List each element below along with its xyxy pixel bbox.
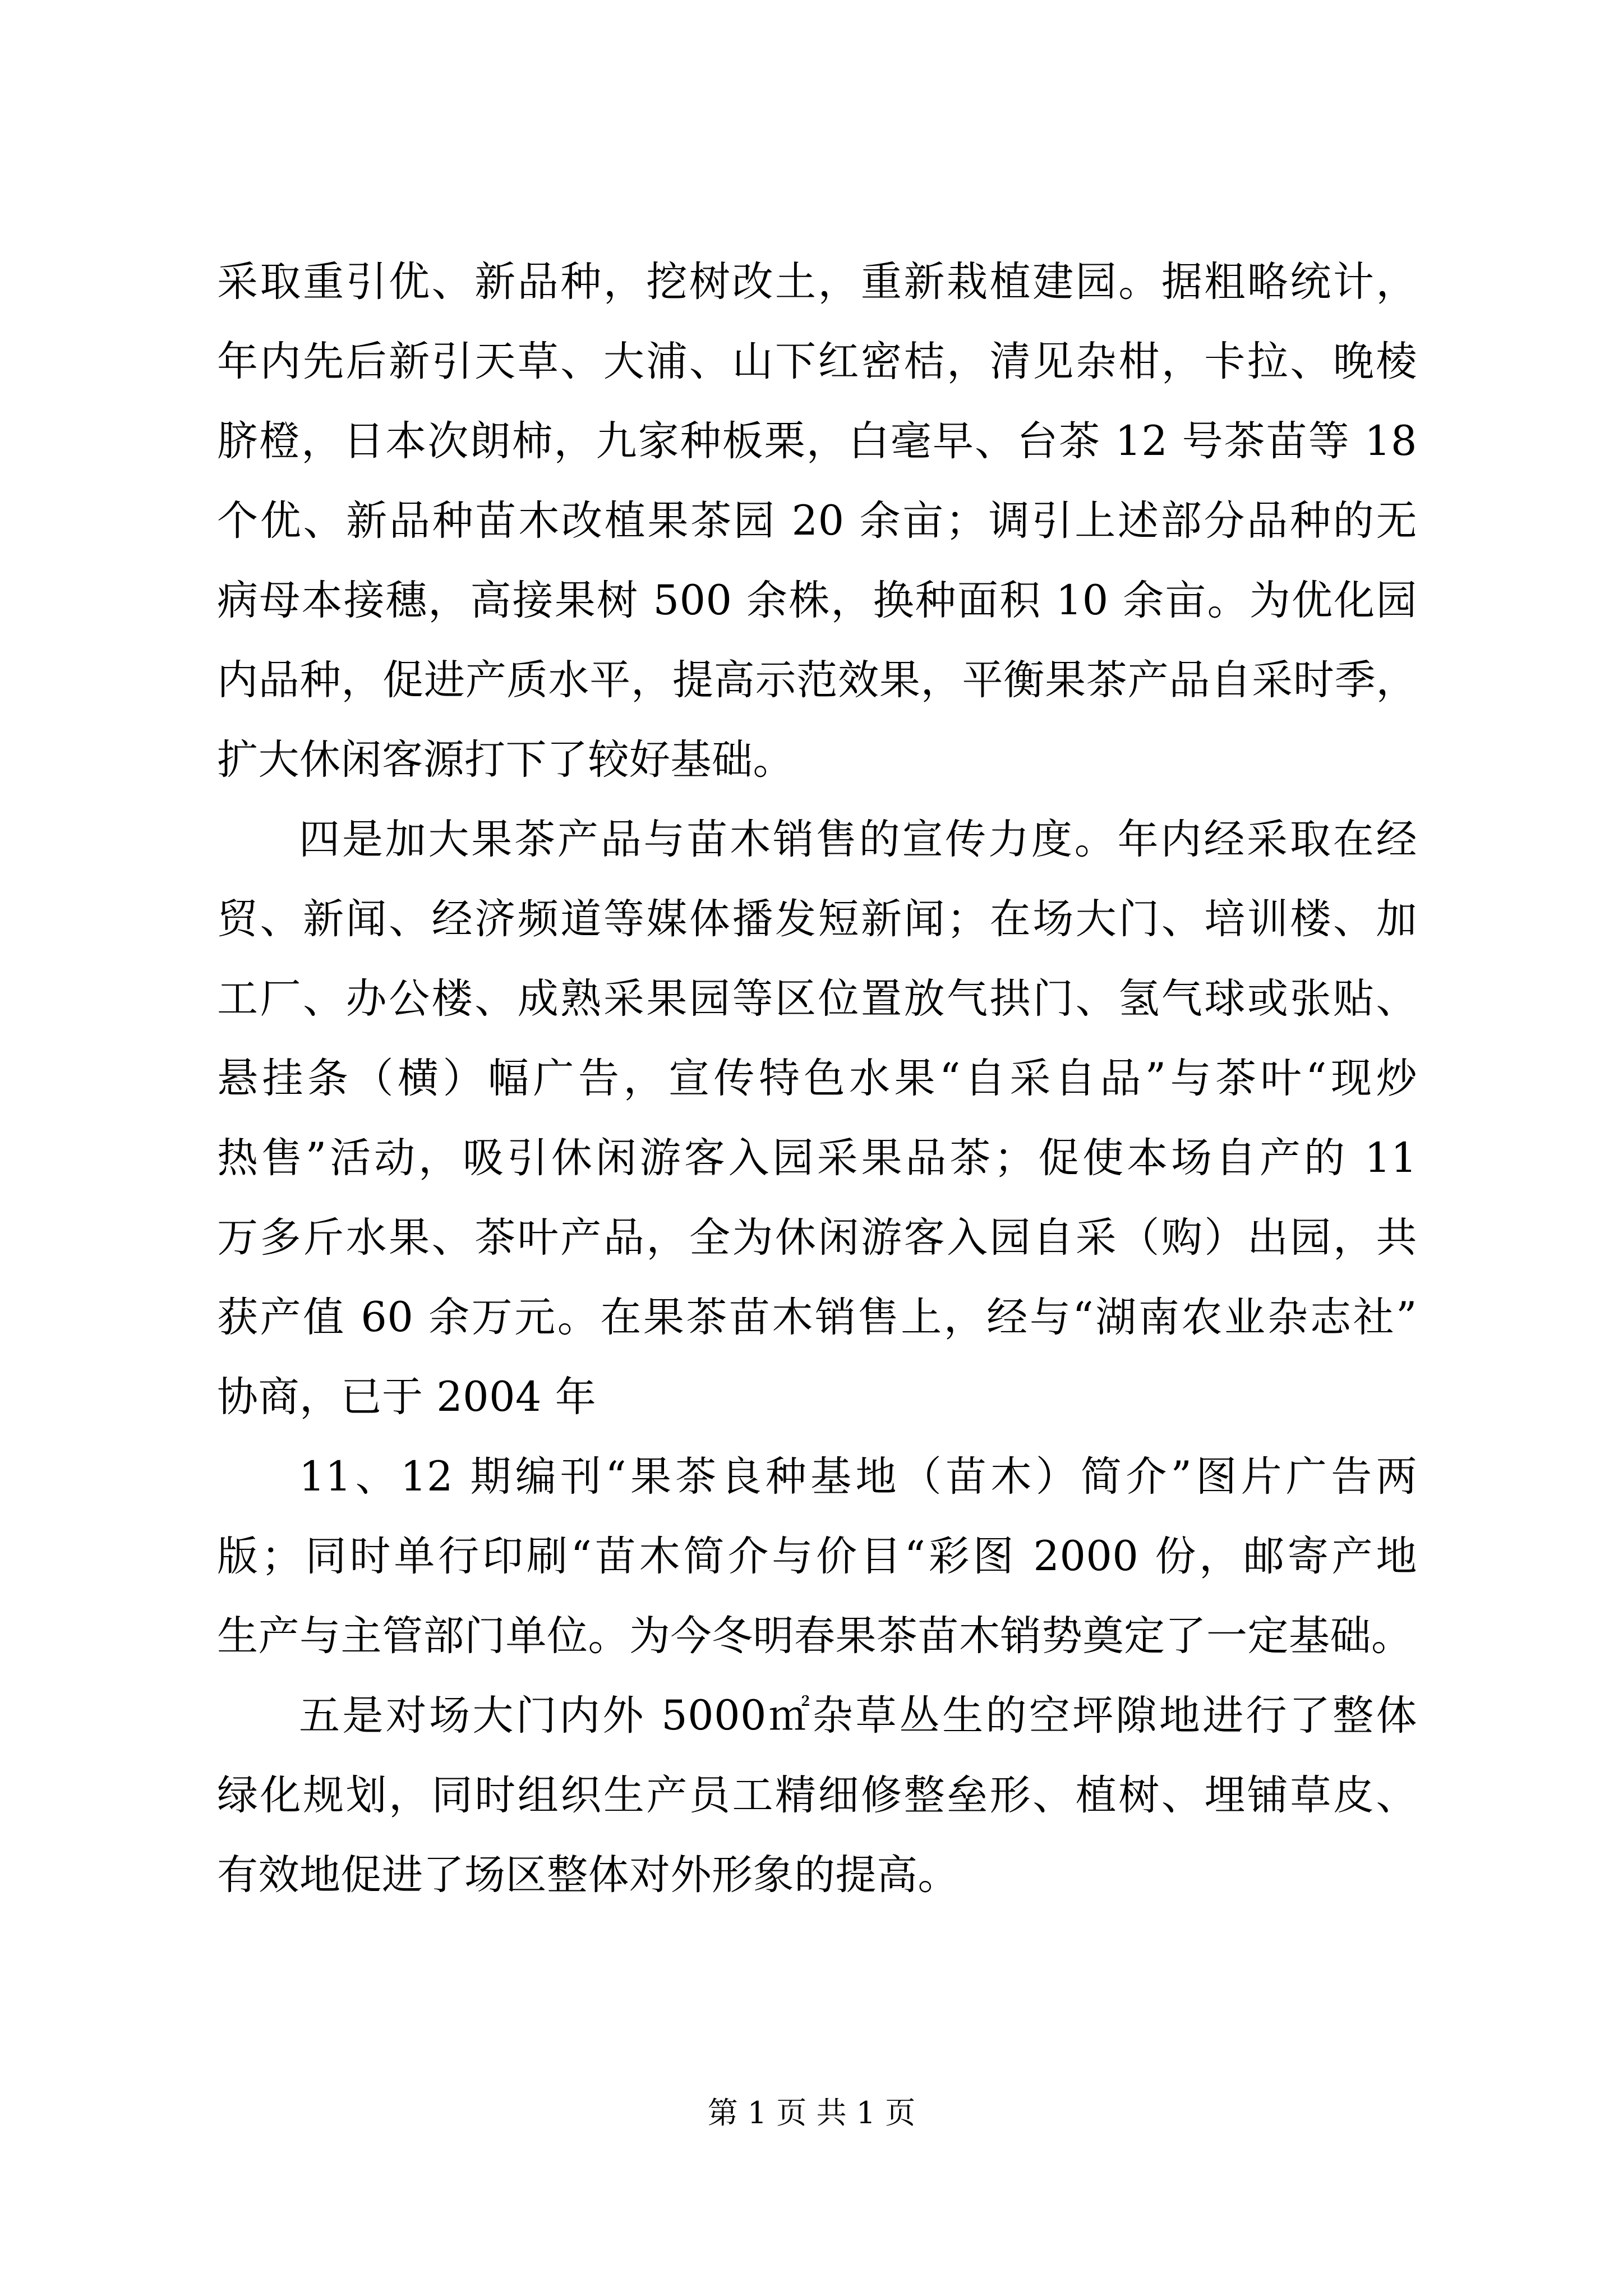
text-line: 四是加大果茶产品与苗木销售的宣传力度。年内经采取在经: [299, 816, 1417, 863]
text-line: 11、12 期编刊“果茶良种基地（苗木）简介”图片广告两: [299, 1453, 1417, 1501]
text-line: 获产值 60 余万元。在果茶苗木销售上，经与“湖南农业杂志社”: [217, 1294, 1417, 1341]
text-line: 个优、新品种苗木改植果茶园 20 余亩；调引上述部分品种的无: [217, 497, 1417, 545]
paragraph: [217, 1437, 1417, 1676]
text-line: 工厂、办公楼、成熟采果园等区位置放气拱门、氢气球或张贴、: [217, 975, 1417, 1023]
text-line: 病母本接穗，高接果树 500 余株，换种面积 10 余亩。为优化园: [217, 577, 1417, 624]
paragraph: [217, 242, 1417, 800]
page-footer: [0, 2093, 1623, 2133]
text-line: 悬挂条（横）幅广告，宣传特色水果“自采自品”与茶叶“现炒: [217, 1055, 1417, 1102]
text-line: 采取重引优、新品种，挖树改土，重新栽植建园。据粗略统计，: [217, 258, 1417, 306]
text-line: 五是对场大门内外 5000㎡杂草丛生的空坪隙地进行了整体: [299, 1692, 1417, 1740]
text-line: 绿化规划，同时组织生产员工精细修整垒形、植树、埋铺草皮、: [217, 1772, 1417, 1819]
paragraph: [217, 1676, 1417, 1915]
document-body: [217, 242, 1417, 1915]
text-line: 扩大休闲客源打下了较好基础。: [217, 736, 794, 784]
page-number-label: 第 1 页 共 1 页: [707, 2095, 916, 2131]
text-line: 贸、新闻、经济频道等媒体播发短新闻；在场大门、培训楼、加: [217, 895, 1417, 943]
text-line: 热售”活动，吸引休闲游客入园采果品茶；促使本场自产的 11: [217, 1134, 1417, 1182]
text-line: 脐橙，日本次朗柿，九家种板栗，白毫早、台茶 12 号茶苗等 18: [217, 417, 1417, 465]
text-line: 协商，已于 2004 年: [217, 1373, 597, 1421]
text-line: 生产与主管部门单位。为今冬明春果茶苗木销势奠定了一定基础。: [217, 1612, 1413, 1660]
paragraph: [217, 800, 1417, 1437]
text-line: 万多斤水果、茶叶产品，全为休闲游客入园自采（购）出园，共: [217, 1214, 1417, 1262]
text-line: 年内先后新引天草、大浦、山下红密桔，清见杂柑，卡拉、晚棱: [217, 338, 1417, 385]
text-line: 有效地促进了场区整体对外形象的提高。: [217, 1851, 959, 1899]
text-line: 版；同时单行印刷“苗木简介与价目“彩图 2000 份，邮寄产地: [217, 1533, 1417, 1580]
text-line: 内品种，促进产质水平，提高示范效果，平衡果茶产品自采时季，: [217, 656, 1417, 704]
